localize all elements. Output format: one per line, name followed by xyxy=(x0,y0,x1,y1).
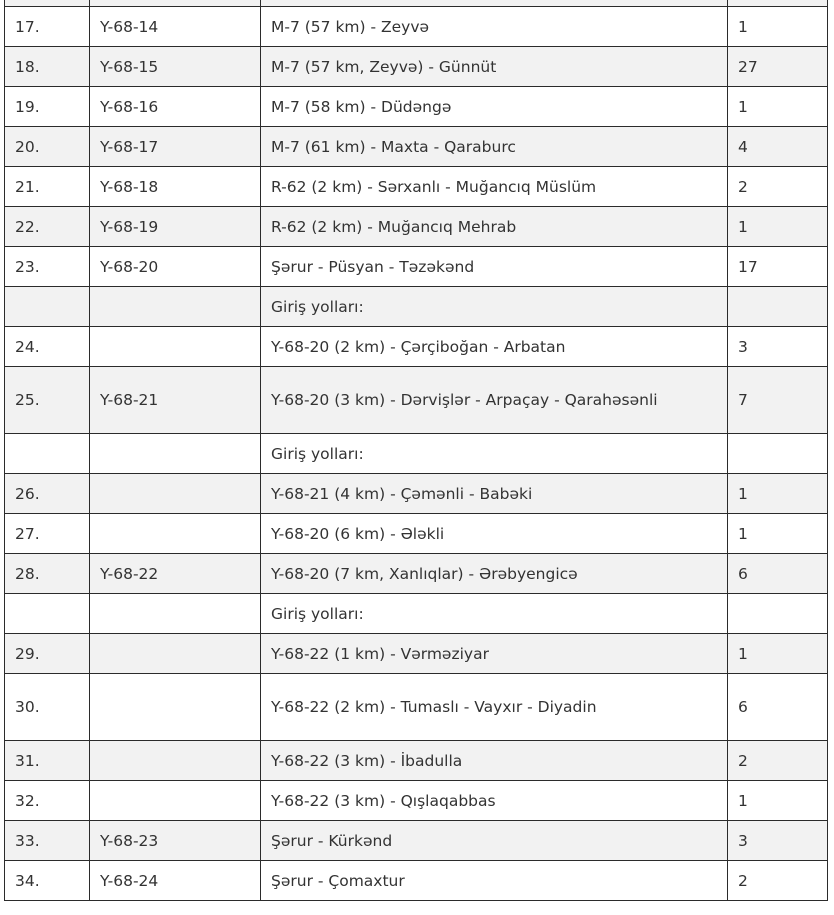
route-cell: Şərur - Püsyan - Təzəkənd xyxy=(261,247,728,287)
count-cell: 1 xyxy=(728,781,828,821)
row-number-cell: 27. xyxy=(5,514,90,554)
road-code-cell: Y-68-20 xyxy=(90,247,261,287)
row-number-cell: 28. xyxy=(5,554,90,594)
road-code-cell: Y-68-14 xyxy=(90,7,261,47)
table-row xyxy=(5,674,828,741)
row-number-cell xyxy=(5,287,90,327)
route-cell: Y-68-20 (7 km, Xanlıqlar) - Ərəbyengicə xyxy=(261,554,728,594)
count-cell: 3 xyxy=(728,327,828,367)
row-number-cell: 34. xyxy=(5,861,90,901)
count-cell: 1 xyxy=(728,207,828,247)
row-number-cell xyxy=(5,434,90,474)
table-row xyxy=(5,127,828,167)
route-cell: M-7 (61 km) - Maxta - Qaraburc xyxy=(261,127,728,167)
count-cell: 27 xyxy=(728,47,828,87)
route-cell: Y-68-22 (1 km) - Vərməziyar xyxy=(261,634,728,674)
table-row xyxy=(5,207,828,247)
route-cell: Şərur - Çomaxtur xyxy=(261,861,728,901)
road-code-cell xyxy=(90,741,261,781)
count-cell: 1 xyxy=(728,7,828,47)
count-cell: 1 xyxy=(728,474,828,514)
table-row xyxy=(5,434,828,474)
row-number-cell: 23. xyxy=(5,247,90,287)
table-row xyxy=(5,554,828,594)
count-cell: 7 xyxy=(728,367,828,434)
roads-table-container xyxy=(4,0,827,901)
table-row xyxy=(5,514,828,554)
count-cell: 17 xyxy=(728,247,828,287)
count-cell: 1 xyxy=(728,87,828,127)
road-code-cell xyxy=(90,634,261,674)
road-code-cell xyxy=(90,287,261,327)
road-code-cell xyxy=(90,674,261,741)
road-code-cell: Y-68-22 xyxy=(90,554,261,594)
table-row xyxy=(5,247,828,287)
table-row xyxy=(5,87,828,127)
count-cell xyxy=(728,594,828,634)
road-code-cell xyxy=(90,514,261,554)
row-number-cell: 22. xyxy=(5,207,90,247)
route-cell: Y-68-21 (4 km) - Çəmənli - Babəki xyxy=(261,474,728,514)
table-row xyxy=(5,821,828,861)
road-code-cell: Y-68-23 xyxy=(90,821,261,861)
table-row xyxy=(5,781,828,821)
route-cell: R-62 (2 km) - Muğancıq Mehrab xyxy=(261,207,728,247)
table-row xyxy=(5,594,828,634)
count-cell xyxy=(728,434,828,474)
row-number-cell: 30. xyxy=(5,674,90,741)
route-cell: Şərur - Kürkənd xyxy=(261,821,728,861)
route-cell: Y-68-22 (3 km) - Qışlaqabbas xyxy=(261,781,728,821)
row-number-cell: 26. xyxy=(5,474,90,514)
table-row xyxy=(5,167,828,207)
route-cell: M-7 (57 km) - Zeyvə xyxy=(261,7,728,47)
table-row xyxy=(5,634,828,674)
route-cell: Giriş yolları: xyxy=(261,594,728,634)
roads-table xyxy=(4,0,828,901)
route-cell: Y-68-22 (3 km) - İbadulla xyxy=(261,741,728,781)
row-number-cell: 21. xyxy=(5,167,90,207)
route-cell: Y-68-20 (2 km) - Çərçiboğan - Arbatan xyxy=(261,327,728,367)
row-number-cell: 19. xyxy=(5,87,90,127)
road-code-cell: Y-68-15 xyxy=(90,47,261,87)
route-cell: Y-68-20 (6 km) - Ələkli xyxy=(261,514,728,554)
road-code-cell xyxy=(90,474,261,514)
route-cell: Giriş yolları: xyxy=(261,287,728,327)
road-code-cell: Y-68-17 xyxy=(90,127,261,167)
road-code-cell xyxy=(90,434,261,474)
row-number-cell: 18. xyxy=(5,47,90,87)
table-row xyxy=(5,327,828,367)
road-code-cell: Y-68-19 xyxy=(90,207,261,247)
route-cell: Y-68-22 (2 km) - Tumaslı - Vayxır - Diyadin xyxy=(261,674,728,741)
route-cell: R-62 (2 km) - Sərxanlı - Muğancıq Müslüm xyxy=(261,167,728,207)
count-cell xyxy=(728,287,828,327)
count-cell: 2 xyxy=(728,861,828,901)
table-row xyxy=(5,287,828,327)
count-cell: 1 xyxy=(728,514,828,554)
count-cell: 2 xyxy=(728,167,828,207)
row-number-cell: 25. xyxy=(5,367,90,434)
count-cell: 6 xyxy=(728,554,828,594)
table-row xyxy=(5,861,828,901)
route-cell: M-7 (57 km, Zeyvə) - Günnüt xyxy=(261,47,728,87)
row-number-cell: 17. xyxy=(5,7,90,47)
count-cell: 2 xyxy=(728,741,828,781)
table-row xyxy=(5,367,828,434)
road-code-cell: Y-68-21 xyxy=(90,367,261,434)
road-code-cell xyxy=(90,327,261,367)
table-row xyxy=(5,7,828,47)
route-cell: M-7 (58 km) - Düdəngə xyxy=(261,87,728,127)
count-cell: 6 xyxy=(728,674,828,741)
route-cell: Y-68-20 (3 km) - Dərvişlər - Arpaçay - Qarahəsənli xyxy=(261,367,728,434)
count-cell: 1 xyxy=(728,634,828,674)
row-number-cell: 20. xyxy=(5,127,90,167)
row-number-cell: 32. xyxy=(5,781,90,821)
road-code-cell xyxy=(90,594,261,634)
row-number-cell: 29. xyxy=(5,634,90,674)
road-code-cell xyxy=(90,781,261,821)
row-number-cell: 31. xyxy=(5,741,90,781)
table-row xyxy=(5,47,828,87)
road-code-cell: Y-68-24 xyxy=(90,861,261,901)
table-row xyxy=(5,474,828,514)
count-cell: 3 xyxy=(728,821,828,861)
row-number-cell xyxy=(5,594,90,634)
row-number-cell: 33. xyxy=(5,821,90,861)
count-cell: 4 xyxy=(728,127,828,167)
road-code-cell: Y-68-16 xyxy=(90,87,261,127)
road-code-cell: Y-68-18 xyxy=(90,167,261,207)
table-row xyxy=(5,741,828,781)
row-number-cell: 24. xyxy=(5,327,90,367)
route-cell: Giriş yolları: xyxy=(261,434,728,474)
